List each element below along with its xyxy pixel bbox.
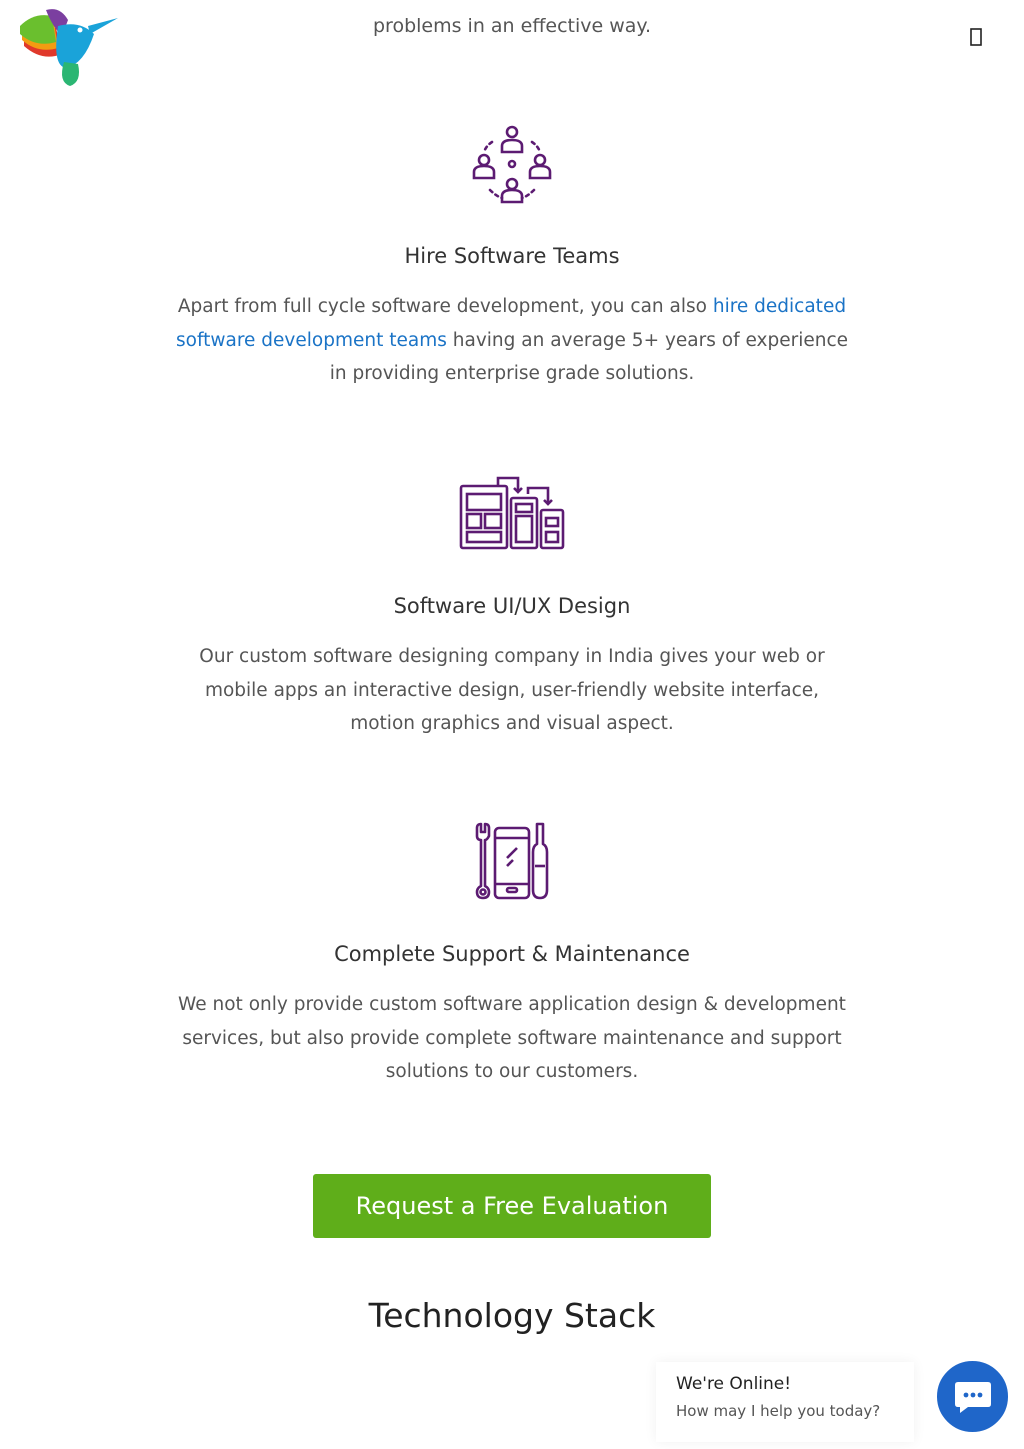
service-support-maintenance	[0, 822, 1024, 1082]
chat-bubble-icon	[954, 1380, 992, 1414]
hire-teams-link[interactable]: hire dedicated software development teams	[175, 296, 847, 351]
service-description: Our custom software designing company in India gives your web or mobile apps an interactive design, user-friendly website interface, motion graphics and visual aspect.	[199, 646, 825, 734]
team-network-icon	[470, 120, 554, 210]
chat-online-text: We're Online!	[676, 1374, 792, 1394]
service-ui-ux-design	[0, 474, 1024, 734]
intro-text: problems in an effective way.	[372, 15, 651, 37]
request-evaluation-button[interactable]: Request a Free Evaluation	[313, 1174, 711, 1238]
chat-open-button[interactable]	[934, 1358, 1011, 1435]
chat-greeting-card[interactable]	[656, 1362, 914, 1442]
service-title: Complete Support & Maintenance	[334, 942, 690, 966]
service-title: Hire Software Teams	[404, 244, 620, 268]
service-title: Software UI/UX Design	[393, 594, 631, 618]
service-description: We not only provide custom software application design & development services, but also provide complete software maintenance and support solutions to our customers.	[178, 994, 846, 1082]
description-text: having an average 5+ years of experience in providing enterprise grade solutions.	[329, 329, 849, 384]
description-text: Apart from full cycle software development, you can also	[177, 296, 713, 317]
ui-ux-layout-icon	[458, 474, 566, 554]
technology-stack-heading: Technology Stack	[368, 1296, 656, 1335]
service-description	[172, 290, 852, 391]
phone-tools-icon	[473, 822, 551, 904]
service-hire-teams	[0, 120, 1024, 384]
chat-help-text: How may I help you today?	[676, 1402, 881, 1420]
